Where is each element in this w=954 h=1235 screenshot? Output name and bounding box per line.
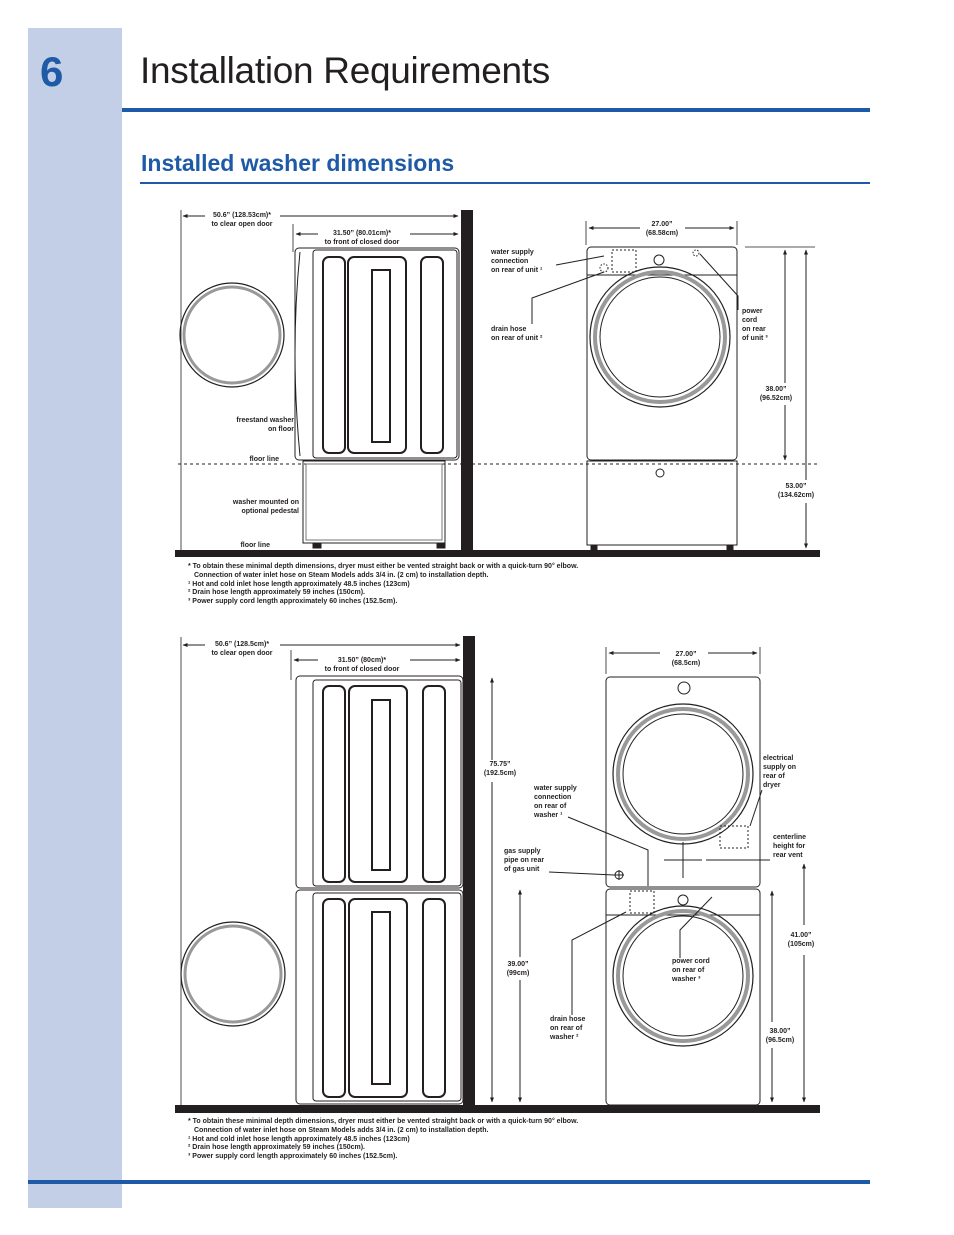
f2-electrical-l1: electrical <box>763 755 794 762</box>
f2-gas-l1: gas supply <box>504 848 541 855</box>
f1-power-l1: power <box>742 308 763 315</box>
f1-power-l4: of unit ³ <box>742 335 768 342</box>
f1-drain-l2: on rear of unit ² <box>491 335 543 342</box>
f2-centerline-l3: rear vent <box>773 852 803 859</box>
f2-washer-height2-l2: (96.5cm) <box>765 1037 795 1044</box>
f2-gas-l3: of gas unit <box>504 866 540 873</box>
f2-power-l1: power cord <box>672 958 710 965</box>
f1-water-l1: water supply <box>491 249 534 256</box>
figure-stacked-install <box>175 636 820 1113</box>
f1-closed-door-l1: 31.50” (80.01cm)* <box>333 230 391 237</box>
open-door-circle-2 <box>181 922 285 1026</box>
f1-power-l3: on rear <box>742 326 766 333</box>
f2-water-l2: connection <box>534 794 572 801</box>
f1-drain-l1: drain hose <box>491 326 527 333</box>
page-title: Installation Requirements <box>140 50 550 91</box>
figure2-labels <box>211 641 814 1044</box>
open-door-circle <box>180 283 284 387</box>
f2-water-l4: washer ¹ <box>534 812 563 819</box>
f1-floor-line-lower: floor line <box>240 542 270 549</box>
f1-pedestal-l1: washer mounted on <box>232 499 299 506</box>
f1-freestand-l1: freestand washer <box>236 417 294 424</box>
f1-height-total-l1: 53.00” <box>785 483 807 490</box>
page-number: 6 <box>40 48 64 95</box>
dryer-side-body <box>296 676 463 888</box>
floor-bar-2 <box>175 1105 820 1113</box>
f1-freestand-l2: on floor <box>267 426 294 433</box>
f2-drain-l2: on rear of <box>550 1025 583 1032</box>
f2-drain-l3: washer ² <box>550 1034 579 1041</box>
f1-height-washer-l1: 38.00” <box>765 386 787 393</box>
rear-wall <box>461 210 473 550</box>
f1-closed-door-l2: to front of closed door <box>324 239 400 246</box>
f1-open-door-l2: to clear open door <box>211 221 273 228</box>
pedestal-front <box>587 461 737 545</box>
f2-washer-height-l2: (99cm) <box>506 970 530 977</box>
footnote-line: ² Drain hose length approximately 59 inches (150cm). <box>188 1144 365 1152</box>
f1-width-l2: (68.58cm) <box>645 230 679 237</box>
footer-rule <box>28 1180 870 1184</box>
f2-open-door-l2: to clear open door <box>211 650 273 657</box>
washer-side-body <box>295 248 459 460</box>
f1-width-l1: 27.00” <box>651 221 673 228</box>
footnote-line: Connection of water inlet hose on Steam Models adds 3/4 in. (2 cm) to installation depth. <box>194 571 489 579</box>
footnote-line: ¹ Hot and cold inlet hose length approximately 48.5 inches (123cm) <box>188 1135 410 1143</box>
f2-electrical-l2: supply on <box>763 764 797 771</box>
f2-gas-l2: pipe on rear <box>504 857 545 864</box>
f2-closed-door-l2: to front of closed door <box>324 666 400 673</box>
f2-water-l3: on rear of <box>534 803 567 810</box>
f1-height-total-l2: (134.62cm) <box>777 492 815 499</box>
footnotes-figure2 <box>188 1118 578 1162</box>
f1-water-l3: on rear of unit ¹ <box>491 267 543 274</box>
footnotes-figure1 <box>188 563 578 607</box>
f2-closed-door-l1: 31.50” (80cm)* <box>337 657 387 664</box>
f2-power-l3: washer ³ <box>672 976 701 983</box>
f2-vent-height-l1: 41.00” <box>790 932 812 939</box>
f2-total-height-l1: 75.75” <box>489 761 511 768</box>
washer-front-body <box>587 247 737 460</box>
footnote-line: ³ Power supply cord length approximately 60 inches (152.5cm). <box>188 1153 398 1161</box>
footnote-line: ² Drain hose length approximately 59 inches (150cm). <box>188 589 365 597</box>
f2-width-l2: (68.5cm) <box>671 660 701 667</box>
front-door <box>590 267 730 407</box>
footnote-line: ³ Power supply cord length approximately 60 inches (152.5cm). <box>188 598 398 606</box>
washer-side-body-2 <box>296 890 463 1104</box>
f1-water-l2: connection <box>491 258 529 265</box>
f1-open-door-l1: 50.6” (128.53cm)* <box>213 212 271 219</box>
f2-centerline-l2: height for <box>773 843 806 850</box>
f2-drain-l1: drain hose <box>550 1016 586 1023</box>
floor-bar <box>175 550 820 557</box>
pedestal-side <box>303 461 445 543</box>
figure1-labels <box>211 212 814 549</box>
f1-height-washer-l2: (96.52cm) <box>759 395 793 402</box>
f2-open-door-l1: 50.6” (128.5cm)* <box>214 641 270 648</box>
f2-power-l2: on rear of <box>672 967 705 974</box>
washer-front-body-2 <box>606 889 760 1105</box>
footnote-line: Connection of water inlet hose on Steam Models adds 3/4 in. (2 cm) to installation depth. <box>194 1126 489 1134</box>
f2-electrical-l4: dryer <box>763 782 781 789</box>
f2-vent-height-l2: (105cm) <box>787 941 815 948</box>
f1-power-l2: cord <box>742 317 758 324</box>
footnote-line: * To obtain these minimal depth dimensions, dryer must either be vented straight back or with a quick-turn 90° elbow. <box>188 563 579 570</box>
f2-electrical-l3: rear of <box>763 773 785 780</box>
f1-floor-line-upper: floor line <box>249 456 279 463</box>
rear-wall-2 <box>463 636 475 1105</box>
section-title: Installed washer dimensions <box>141 150 455 176</box>
footnote-line: * To obtain these minimal depth dimensions, dryer must either be vented straight back or with a quick-turn 90° elbow. <box>188 1118 579 1125</box>
f2-water-l1: water supply <box>534 785 577 792</box>
f2-washer-height-l1: 39.00” <box>507 961 529 968</box>
f2-washer-height2-l1: 38.00” <box>769 1028 791 1035</box>
f2-width-l1: 27.00” <box>675 651 697 658</box>
f2-total-height-l2: (192.5cm) <box>483 770 517 777</box>
footnote-line: ¹ Hot and cold inlet hose length approximately 48.5 inches (123cm) <box>188 580 410 588</box>
f1-pedestal-l2: optional pedestal <box>241 508 299 515</box>
f2-centerline-l1: centerline <box>773 834 807 841</box>
